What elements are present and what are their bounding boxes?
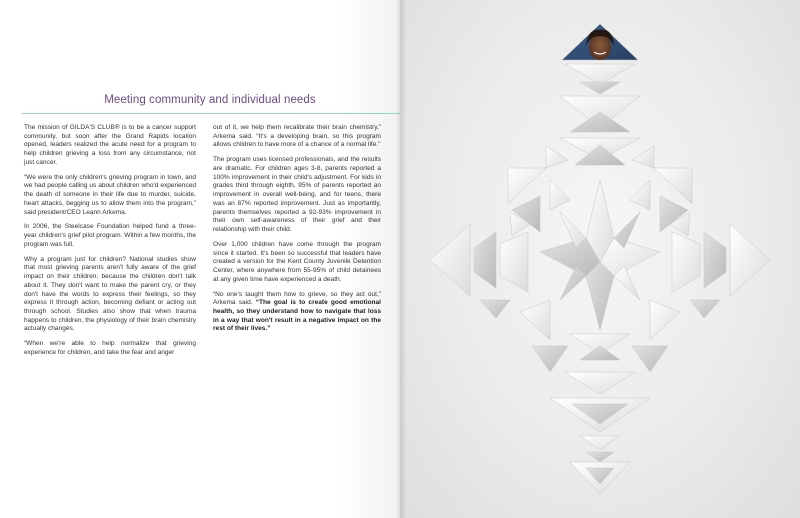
- child-photo-icon: [562, 24, 638, 60]
- paragraph: “We were the only children's grieving program in town, and we had people calling us about children who'd experienced the death of someone in their life due to murder, suicide, heart attacks, begging us to allow them into the program,” said president/CEO Leann Arkema.: [24, 173, 196, 216]
- paragraph: “When we're able to help normalize that grieving experience for children, and take the fear and anger: [24, 340, 196, 356]
- folded-paper-triangles: [430, 24, 770, 494]
- paragraph: The mission of GILDA'S CLUB® is to be a cancer support community, but soon after the Grand Rapids location opened, leaders realized the acute need for a program to help children grieving a loss from any circumstance, not just cancer.: [24, 124, 196, 166]
- pull-quote: “The goal is to create good emotional health, so they understand how to navigate that loss in a way that won't result in a negative impact on the rest of their lives.”: [213, 299, 381, 333]
- closing-quote-paragraph: [213, 291, 381, 335]
- heading-rule: [22, 113, 400, 114]
- paragraph: out of it, we help them recalibrate their brain chemistry,” Arkema said. “It's a developing brain, so this program allows children to have more of a chance of a normal life.”: [213, 124, 381, 149]
- paragraph: Over 1,000 children have come through the program since it started. It's been so successful that leaders have created a version for the Kent County Juvenile Detention Center, where anywhere from 55-95% of child detainees at any given time have experienced a death.: [213, 240, 381, 283]
- paragraph: Why a program just for children? National studies show that most grieving parents aren't fully aware of the grief impact on their children, because the children don't talk about it. They don't want to make the parent cry, or they don't have the words to express their feelings, so they express it through action, becoming defiant or acting out through school. Studies also show that when trauma happens to children, the physiology of their brain chemistry actually changes.: [24, 255, 196, 333]
- section-heading: Meeting community and individual needs: [104, 94, 316, 106]
- text-column-2: [213, 124, 381, 340]
- paragraph: The program uses licensed professionals, and the results are dramatic. For children ages 3-8, parents reported a 100% improvement in their child's adjustment. For kids in grades third through eighth, 95% of parents reported an improvement in overall well-being, and for teens, there was an 87% reported improvement. Just as importantly, parents themselves reported a 92-93% improvement in their own self-awareness of their grief and their relationship with their child.: [213, 156, 381, 233]
- quote-intro: “No one's taught them how to grieve, so they act out,” Arkema said.: [213, 290, 381, 307]
- right-page: [400, 0, 800, 518]
- page-gutter: [396, 0, 406, 518]
- paper-sculpture-illustration: [400, 0, 800, 518]
- text-column-1: [24, 124, 196, 364]
- paragraph: In 2006, the Steelcase Foundation helped fund a three-year children's grief pilot program. Within a few months, the program was full.: [24, 223, 196, 248]
